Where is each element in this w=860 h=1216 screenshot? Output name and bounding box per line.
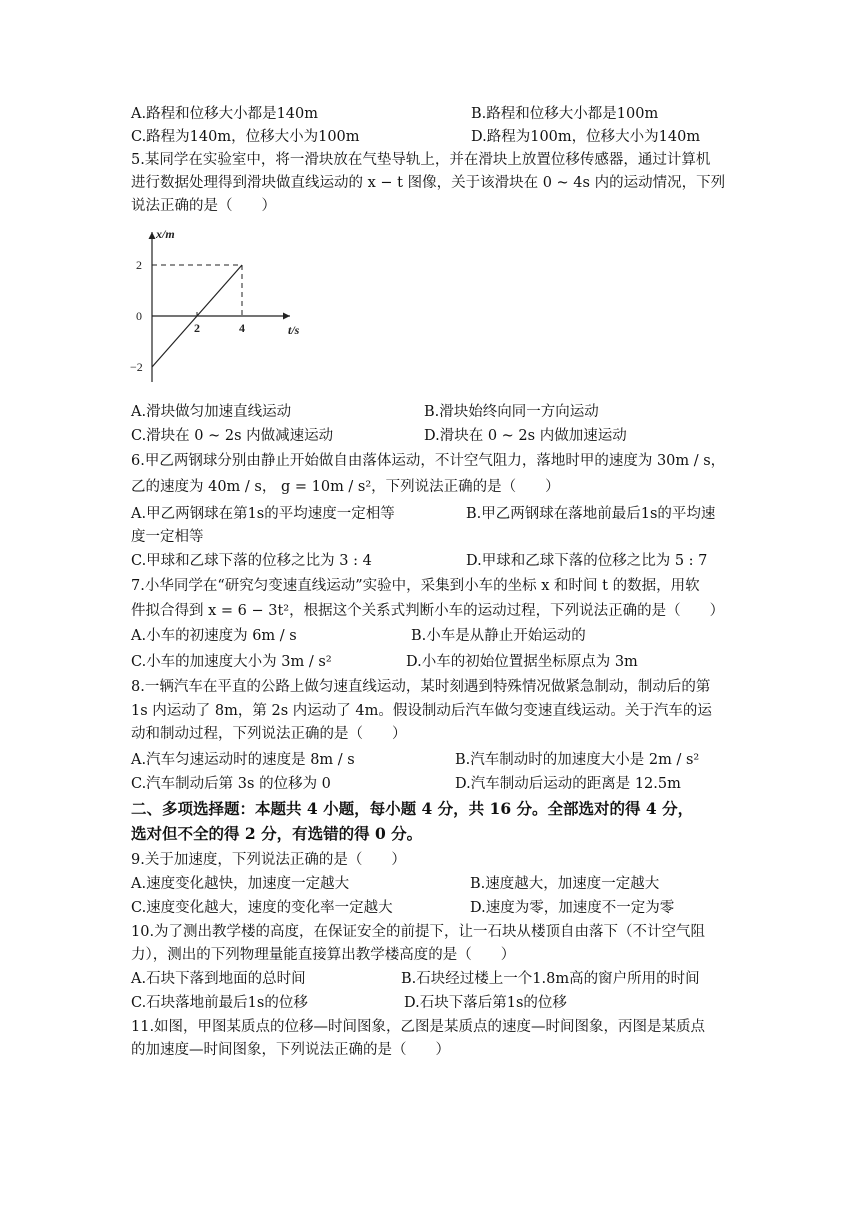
q6-stem-line2: 乙的速度为 40m / s， g = 10m / s²，下列说法正确的是（ ）: [131, 479, 560, 495]
q10-option-d: D.石块下落后第1s的位移: [404, 995, 567, 1011]
q10-option-b: B.石块经过楼上一个1.8m高的窗户所用的时间: [401, 971, 700, 987]
q6-option-c: C.甲球和乙球下落的位移之比为 3 : 4: [131, 553, 372, 569]
q6-option-b-line1: B.甲乙两钢球在落地前最后1s的平均速: [466, 506, 716, 522]
q4-option-a: A.路程和位移大小都是140m: [131, 106, 319, 122]
q6-option-d: D.甲球和乙球下落的位移之比为 5 : 7: [466, 553, 708, 569]
q9-option-d: D.速度为零，加速度不一定为零: [470, 900, 675, 916]
q7-stem-line2: 件拟合得到 x = 6 − 3t²，根据这个关系式判断小车的运动过程，下列说法正确的是（ ）: [131, 603, 725, 619]
x-tick-label-2: 2: [194, 321, 200, 335]
q9-option-a: A.速度变化越快，加速度一定越大: [131, 876, 350, 892]
y-tick-label-0: 0: [136, 309, 142, 323]
q6-option-a: A.甲乙两钢球在第1s的平均速度一定相等: [131, 506, 395, 522]
q8-option-d: D.汽车制动后运动的距离是 12.5m: [455, 776, 681, 792]
q11-stem-line2: 的加速度—时间图象，下列说法正确的是（ ）: [131, 1042, 450, 1058]
q5-option-c: C.滑块在 0 ~ 2s 内做减速运动: [131, 428, 334, 444]
y-tick-label-neg2: −2: [130, 360, 143, 374]
q11-stem-line1: 11.如图，甲图某质点的位移—时间图象，乙图是某质点的速度—时间图象，丙图是某质点: [131, 1019, 706, 1035]
q5-stem-line3: 说法正确的是（ ）: [131, 198, 276, 214]
q10-stem-line1: 10.为了测出教学楼的高度，在保证安全的前提下，让一石块从楼顶自由落下（不计空气阻: [131, 924, 706, 940]
y-axis-label: x/m: [156, 227, 175, 241]
q10-option-a: A.石块下落到地面的总时间: [131, 971, 306, 987]
x-tick-label-4: 4: [239, 321, 245, 335]
q5-option-a: A.滑块做匀加速直线运动: [131, 404, 292, 420]
q10-stem-line2: 力），测出的下列物理量能直接算出教学楼高度的是（ ）: [131, 947, 516, 963]
q7-option-b: B.小车是从静止开始运动的: [411, 628, 586, 644]
q6-stem-line1: 6.甲乙两钢球分别由静止开始做自由落体运动，不计空气阻力，落地时甲的速度为 30m / s，: [131, 453, 726, 469]
y-tick-label-2: 2: [136, 258, 142, 272]
q5-stem-line1: 5.某同学在实验室中，将一滑块放在气垫导轨上，并在滑块上放置位移传感器，通过计算机: [131, 152, 711, 168]
q8-stem-line2: 1s 内运动了 8m，第 2s 内运动了 4m。假设制动后汽车做匀变速直线运动。关于汽车的运: [131, 703, 712, 719]
q9-option-c: C.速度变化越大，速度的变化率一定越大: [131, 900, 393, 916]
q5-stem-line2: 进行数据处理得到滑块做直线运动的 x − t 图像，关于该滑块在 0 ~ 4s 内的运动情况，下列: [131, 175, 726, 191]
q8-stem-line3: 动和制动过程，下列说法正确的是（ ）: [131, 726, 407, 742]
q9-stem: 9.关于加速度，下列说法正确的是（ ）: [131, 852, 406, 868]
q7-option-d: D.小车的初始位置据坐标原点为 3m: [406, 654, 638, 670]
q8-option-a: A.汽车匀速运动时的速度是 8m / s: [131, 752, 355, 768]
q5-option-d: D.滑块在 0 ~ 2s 内做加速运动: [424, 428, 627, 444]
section-2-heading-line2: 选对但不全的得 2 分，有选错的得 0 分。: [131, 824, 423, 843]
x-t-chart: [125, 222, 315, 390]
q7-option-c: C.小车的加速度大小为 3m / s²: [131, 654, 332, 670]
q4-option-c: C.路程为140m，位移大小为100m: [131, 129, 360, 145]
q4-option-d: D.路程为100m，位移大小为140m: [471, 129, 701, 145]
q4-option-b: B.路程和位移大小都是100m: [471, 106, 659, 122]
q8-option-b: B.汽车制动时的加速度大小是 2m / s²: [455, 752, 700, 768]
q5-option-b: B.滑块始终向同一方向运动: [424, 404, 599, 420]
q8-option-c: C.汽车制动后第 3s 的位移为 0: [131, 776, 331, 792]
q9-option-b: B.速度越大，加速度一定越大: [470, 876, 660, 892]
q10-option-c: C.石块落地前最后1s的位移: [131, 995, 308, 1011]
q7-stem-line1: 7.小华同学在“研究匀变速直线运动”实验中，采集到小车的坐标 x 和时间 t 的数据，用软: [131, 578, 700, 594]
q8-stem-line1: 8.一辆汽车在平直的公路上做匀速直线运动，某时刻遇到特殊情况做紧急制动，制动后的第: [131, 679, 711, 695]
q7-option-a: A.小车的初速度为 6m / s: [131, 628, 297, 644]
q6-option-b-line2: 度一定相等: [131, 529, 204, 545]
x-axis-label: t/s: [288, 323, 300, 337]
section-2-heading-line1: 二、多项选择题：本题共 4 小题，每小题 4 分，共 16 分。全部选对的得 4 分，: [131, 799, 694, 818]
